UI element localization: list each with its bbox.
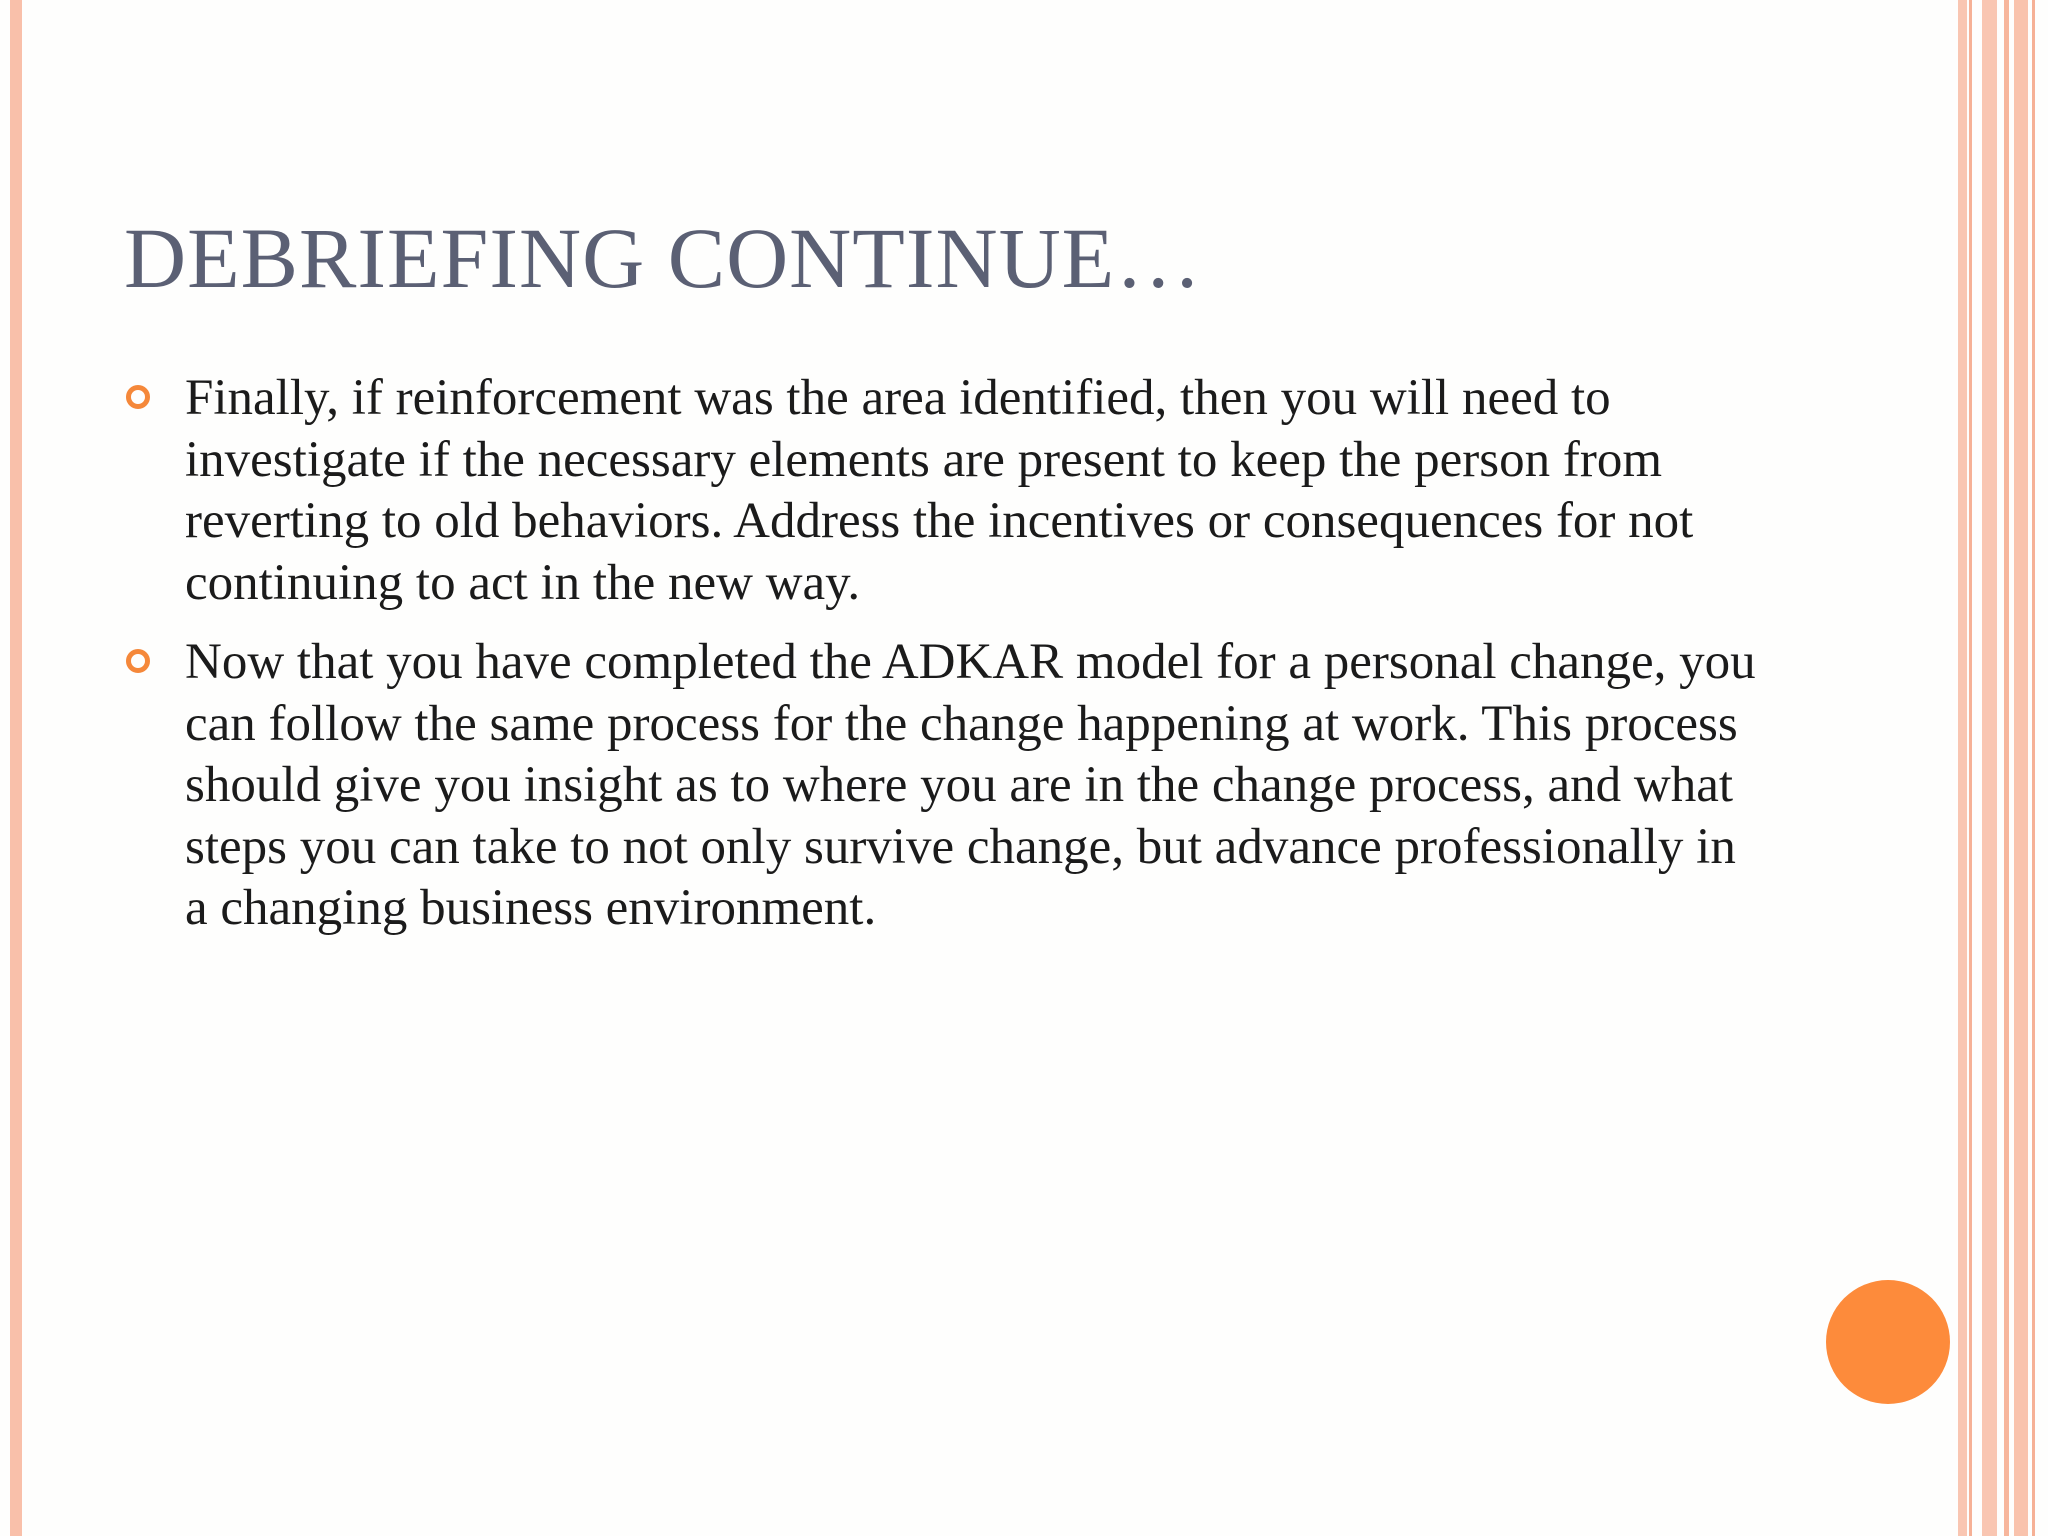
bullet-item (126, 632, 1766, 940)
filled-circle-icon (1826, 1280, 1950, 1404)
right-border-stripe (1969, 0, 1972, 1536)
right-border-stripe (2032, 0, 2035, 1536)
bullet-text: Finally, if reinforcement was the area identified, then you will need to investigate if the necessary elements are present to keep the person from reverting to old behaviors. Address the incentives or consequences for not continuing to act in the new way. (185, 370, 1694, 611)
right-border-stripe (2014, 0, 2028, 1536)
right-border-stripe (1958, 0, 1967, 1536)
left-border-stripe (10, 0, 22, 1536)
bullet-text: Now that you have completed the ADKAR model for a personal change, you can follow the same process for the change happening at work. This process should give you insight as to where you are in the change process, and what steps you can take to not only survive change, but advance professionally in a changing business environment. (185, 634, 1756, 936)
bullet-item (126, 368, 1766, 614)
circle-outline-icon (126, 649, 150, 673)
slide-title: DEBRIEFING CONTINUE… (124, 210, 1203, 306)
bullet-list (126, 368, 1766, 958)
right-border-stripe (2004, 0, 2009, 1536)
right-border-stripe (1982, 0, 1997, 1536)
circle-outline-icon (126, 385, 150, 409)
